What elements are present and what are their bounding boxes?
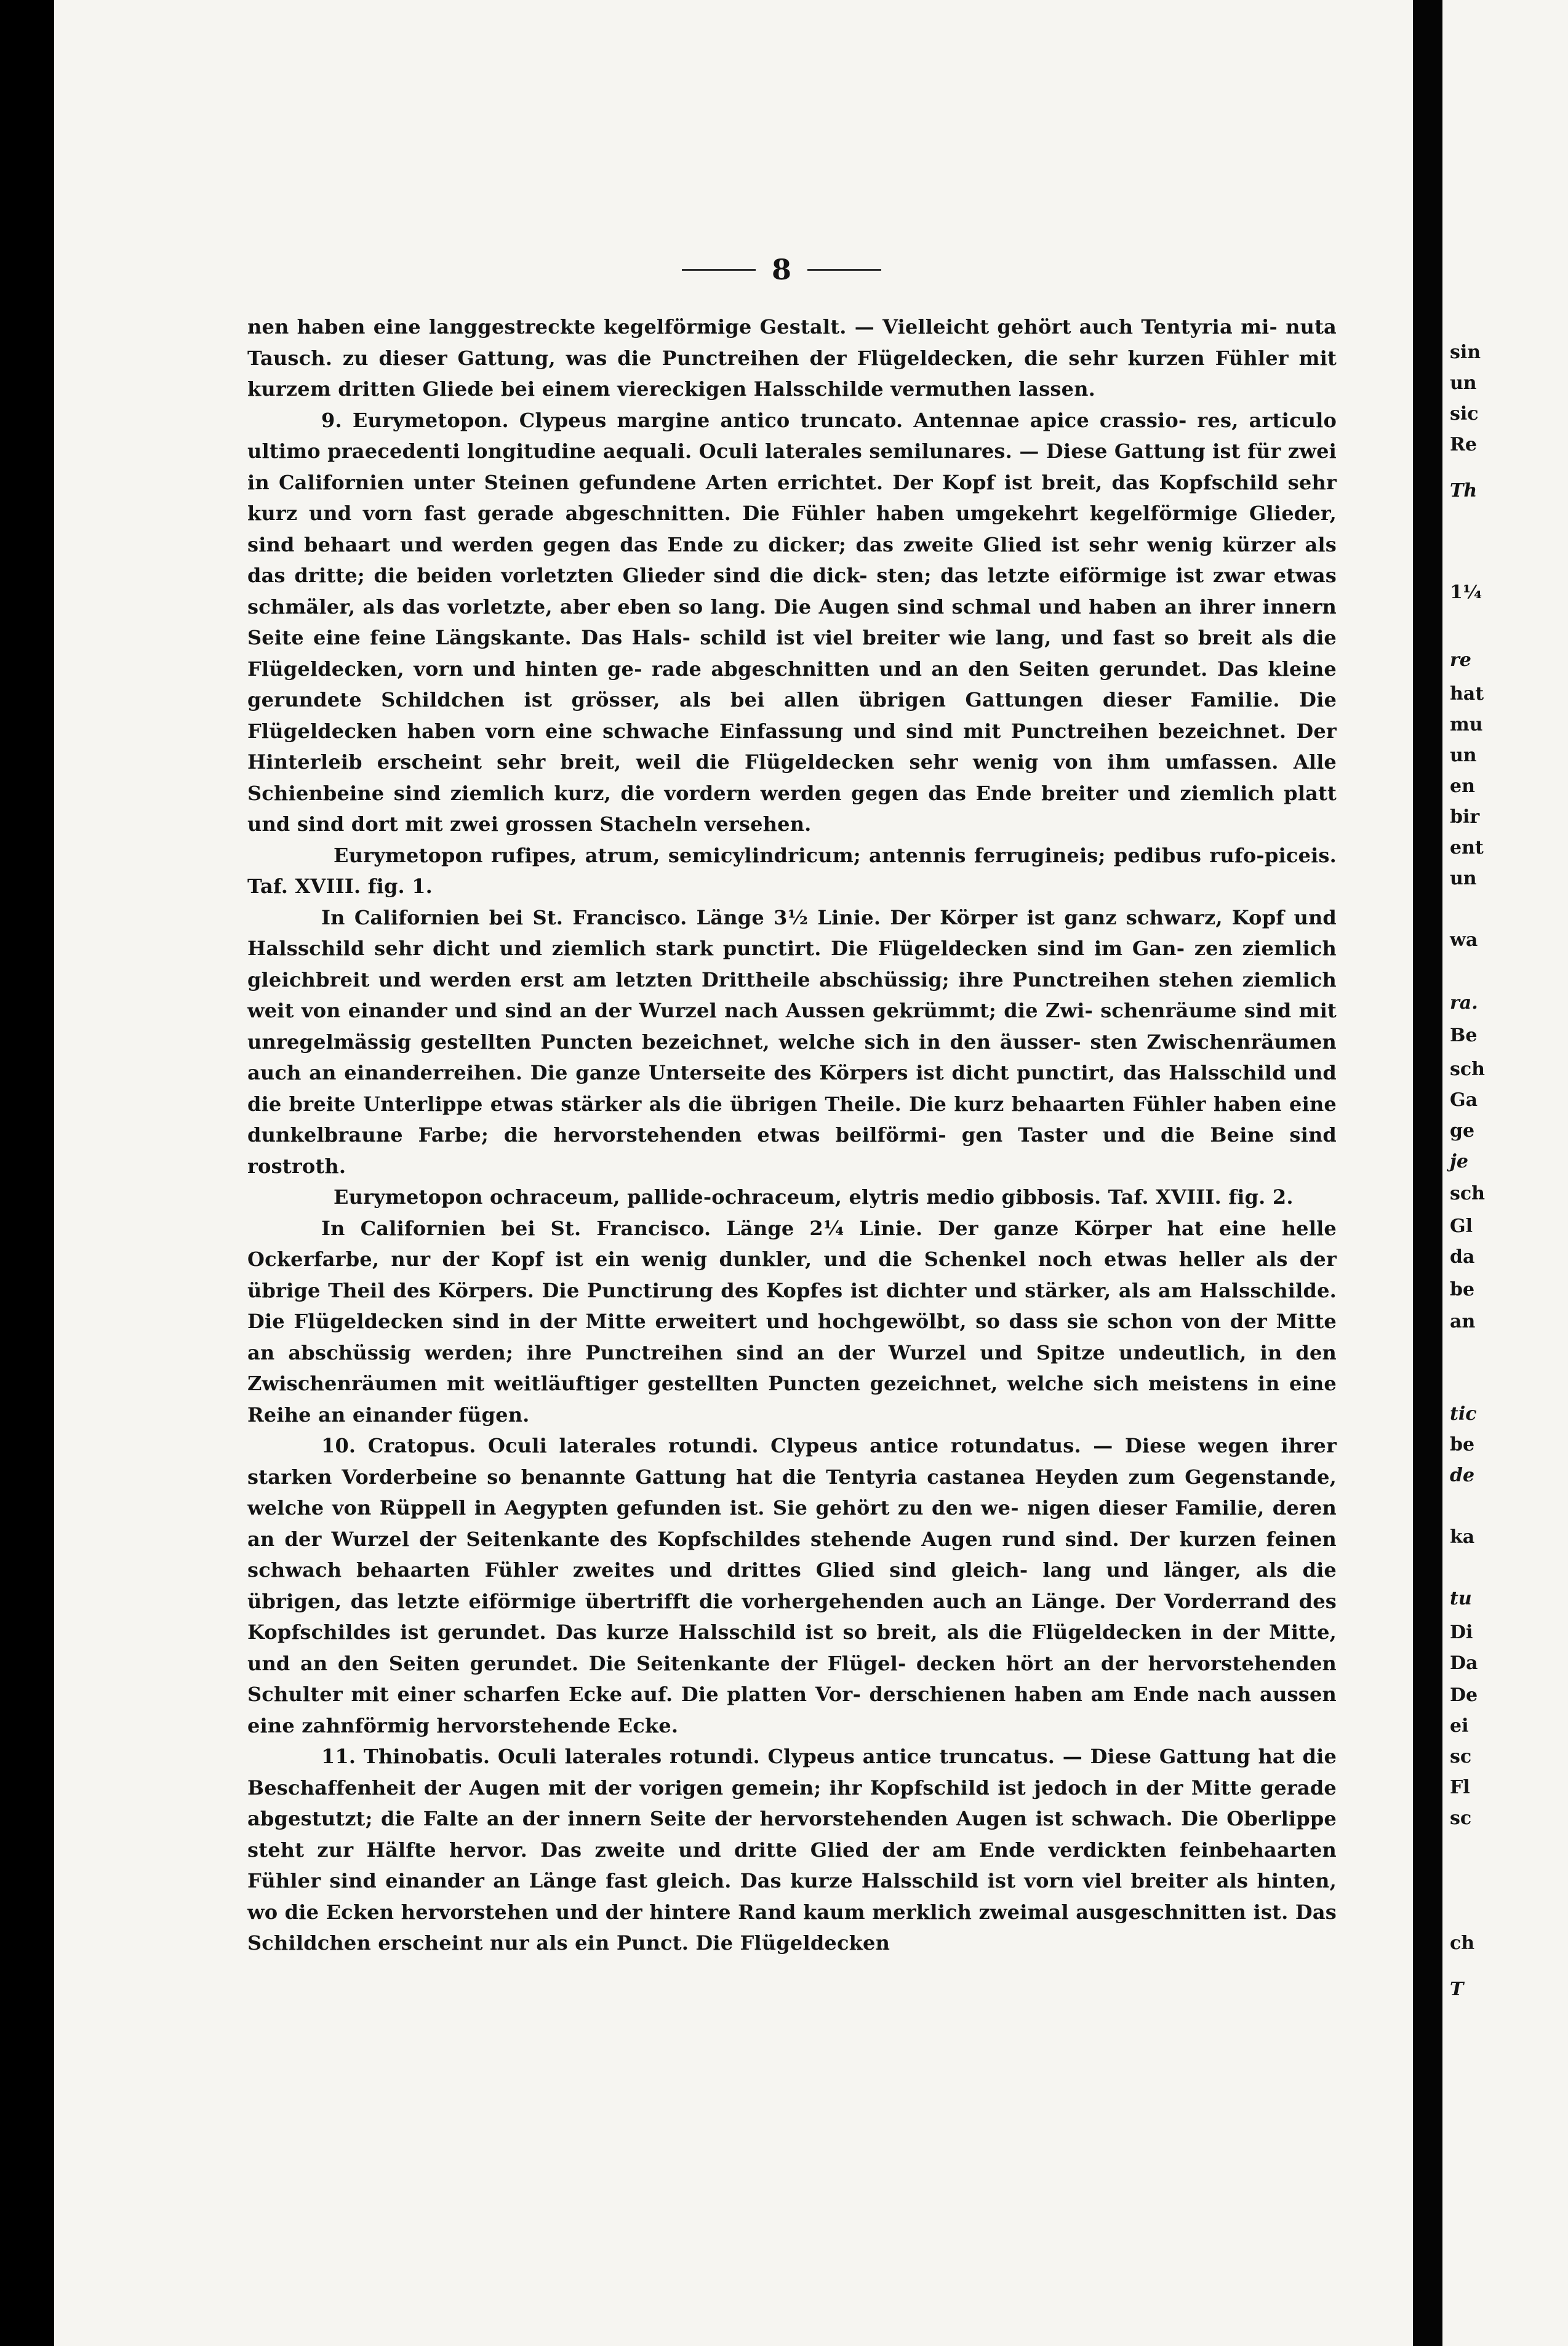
- page-body: [247, 311, 1337, 1959]
- adjacent-text-fragment: sc: [1450, 1808, 1472, 1829]
- adjacent-text-fragment: re: [1450, 649, 1471, 671]
- adjacent-text-fragment: ra.: [1450, 992, 1478, 1014]
- adjacent-text-fragment: bir: [1450, 806, 1480, 828]
- adjacent-text-fragment: da: [1450, 1246, 1475, 1268]
- page-number: 8: [771, 253, 791, 286]
- page-header: [652, 251, 911, 288]
- adjacent-text-fragment: wa: [1450, 929, 1478, 951]
- adjacent-text-fragment: ge: [1450, 1120, 1475, 1142]
- adjacent-text-fragment: Fl: [1450, 1777, 1470, 1798]
- adjacent-text-fragment: de: [1450, 1465, 1475, 1486]
- adjacent-text-fragment: an: [1450, 1311, 1476, 1332]
- paragraph-eurymetopon-rufipes-diagnosis: Eurymetopon rufipes, atrum, semicylindricum; antennis ferrugineis; pedibus rufo-piceis. Taf. XVIII. fig. 1.: [247, 843, 1337, 898]
- paragraph-continuation: nen haben eine langgestreckte kegelförmige Gestalt. — Vielleicht gehört auch Tentyria mi- nuta Tausch. zu dieser Gattung, was die Punctreihen der Flügeldecken, die sehr kurzen Fühler mit kurzem dritten Gliede bei einem viereckigen Halsschilde vermuthen lassen.: [247, 315, 1337, 401]
- adjacent-text-fragment: un: [1450, 868, 1477, 889]
- adjacent-text-fragment: un: [1450, 372, 1477, 394]
- adjacent-text-fragment: sin: [1450, 342, 1481, 363]
- adjacent-text-fragment: ch: [1450, 1932, 1475, 1954]
- paragraph-eurymetopon-genus: 9. Eurymetopon. Clypeus margine antico truncato. Antennae apice crassio- res, articulo ultimo praecedenti longitudine aequali. Oculi laterales semilunares. — Diese Gattung ist für zwei in Californien unter Steinen gefundene Arten errichtet. Der Kopf ist breit, das Kopfschild sehr kurz und vorn fast gerade abgeschnitten. Die Fühler haben umgekehrt kegelförmige Glieder, sind behaart und werden gegen das Ende zu dicker; das zweite Glied ist sehr wenig kürzer als das dritte; die beiden vorletzten Glieder sind die dick- sten; das letzte eiförmige ist zwar etwas schmäler, als das vorletzte, aber eben so lang. Die Augen sind schmal und haben an ihrer innern Seite eine feine Längskante. Das Hals- schild ist viel breiter wie lang, und fast so breit als die Flügeldecken, vorn und hinten ge- rade abgeschnitten und an den Seiten gerundet. Das kleine gerundete Schildchen ist grösser, als bei allen übrigen Gattungen dieser Familie. Die Flügeldecken haben vorn eine schwache Einfassung und sind mit Punctreihen bezeichnet. Der Hinterleib erscheint sehr breit, weil die Flügeldecken sehr wenig von ihm umfassen. Alle Schienbeine sind ziemlich kurz, die vordern werden gegen das Ende breiter und ziemlich platt und sind dort mit zwei grossen Stacheln versehen.: [247, 408, 1337, 836]
- adjacent-text-fragment: ent: [1450, 837, 1484, 859]
- adjacent-text-fragment: Da: [1450, 1652, 1478, 1674]
- header-rule-left: [682, 269, 756, 271]
- adjacent-text-fragment: sch: [1450, 1059, 1485, 1080]
- paragraph-eurymetopon-ochraceum-description: In Californien bei St. Francisco. Länge 2¼ Linie. Der ganze Körper hat eine helle Ockerfarbe, nur der Kopf ist ein wenig dunkler, und die Schenkel noch etwas heller als der übrige Theil des Körpers. Die Punctirung des Kopfes ist dichter und stärker, als am Halsschilde. Die Flügeldecken sind in der Mitte erweitert und hochgewölbt, so dass sie schon von der Mitte an abschüssig werden; ihre Punctreihen sind an der Wurzel und Spitze undeutlich, in den Zwischenräumen mit weitläuftiger gestellten Puncten gezeichnet, welche sich meistens in eine Reihe an einander fügen.: [247, 1216, 1337, 1427]
- adjacent-text-fragment: ka: [1450, 1526, 1475, 1548]
- adjacent-text-fragment: sic: [1450, 403, 1479, 425]
- adjacent-text-fragment: Di: [1450, 1622, 1473, 1643]
- adjacent-text-fragment: sch: [1450, 1183, 1485, 1204]
- adjacent-text-fragment: mu: [1450, 714, 1483, 735]
- adjacent-text-fragment: Re: [1450, 434, 1478, 455]
- adjacent-text-fragment: un: [1450, 745, 1477, 766]
- adjacent-text-fragment: be: [1450, 1279, 1475, 1300]
- adjacent-text-fragment: Be: [1450, 1025, 1478, 1046]
- paragraph-cratopus-genus: 10. Cratopus. Oculi laterales rotundi. Clypeus antice rotundatus. — Diese wegen ihrer starken Vorderbeine so benannte Gattung hat die Tentyria castanea Heyden zum Gegenstande, welche von Rüppell in Aegypten gefunden ist. Sie gehört zu den we- nigen dieser Familie, deren an der Wurzel der Seitenkante des Kopfschildes stehende Augen rund sind. Der kurzen feinen schwach behaarten Fühler zweites und drittes Glied sind gleich- lang und länger, als die übrigen, das letzte eiförmige übertrifft die vorhergehenden auch an Länge. Der Vorderrand des Kopfschildes ist gerundet. Das kurze Halsschild ist so breit, als die Flügeldecken in der Mitte, und an den Seiten gerundet. Die Seitenkante der Flügel- decken hört an der hervorstehenden Schulter mit einer scharfen Ecke auf. Die platten Vor- derschienen haben am Ende nach aussen eine zahnförmig hervorstehende Ecke.: [247, 1434, 1337, 1737]
- adjacent-text-fragment: tu: [1450, 1588, 1472, 1609]
- paragraph-eurymetopon-ochraceum-diagnosis: Eurymetopon ochraceum, pallide-ochraceum, elytris medio gibbosis. Taf. XVIII. fig. 2.: [334, 1185, 1294, 1209]
- adjacent-text-fragment: be: [1450, 1434, 1475, 1455]
- adjacent-text-fragment: De: [1450, 1684, 1478, 1706]
- adjacent-text-fragment: en: [1450, 775, 1475, 797]
- adjacent-text-fragment: T: [1450, 1979, 1464, 2000]
- adjacent-page-edge: [1442, 0, 1568, 2346]
- adjacent-text-fragment: 1¼: [1450, 582, 1482, 603]
- adjacent-text-fragment: sc: [1450, 1746, 1472, 1768]
- adjacent-text-fragment: tic: [1450, 1403, 1477, 1425]
- adjacent-text-fragment: Th: [1450, 480, 1478, 502]
- adjacent-text-fragment: Ga: [1450, 1089, 1478, 1111]
- paragraph-eurymetopon-rufipes-description: In Californien bei St. Francisco. Länge 3½ Linie. Der Körper ist ganz schwarz, Kopf und Halsschild sehr dicht und ziemlich stark punctirt. Die Flügeldecken sind im Gan- zen ziemlich gleichbreit und werden erst am letzten Drittheile abschüssig; ihre Punctreihen stehen ziemlich weit von einander und sind an der Wurzel nach Aussen gekrümmt; die Zwi- schenräume sind mit unregelmässig gestellten Puncten bezeichnet, welche sich in den äusser- sten Zwischenräumen auch an einanderreihen. Die ganze Unterseite des Körpers ist dicht punctirt, das Halsschild und die breite Unterlippe etwas stärker als die übrigen Theile. Die kurz behaarten Fühler haben eine dunkelbraune Farbe; die hervorstehenden etwas beilförmi- gen Taster und die Beine sind rostroth.: [247, 905, 1337, 1178]
- book-gutter: [1413, 0, 1442, 2346]
- adjacent-text-fragment: je: [1450, 1151, 1468, 1172]
- header-rule-right: [807, 269, 881, 271]
- paragraph-thinobatis-genus: 11. Thinobatis. Oculi laterales rotundi. Clypeus antice truncatus. — Diese Gattung hat die Beschaffenheit der Augen mit der vorigen gemein; ihr Kopfschild ist jedoch in der Mitte gerade abgestutzt; die Falte an der innern Seite der hervorstehenden Augen ist schwach. Die Oberlippe steht zur Hälfte hervor. Das zweite und dritte Glied der am Ende verdickten feinbehaarten Fühler sind einander an Länge fast gleich. Das kurze Halsschild ist vorn viel breiter als hinten, wo die Ecken hervorstehen und der hintere Rand kaum merklich zweimal ausgeschnitten ist. Das Schildchen erscheint nur als ein Punct. Die Flügeldecken: [247, 1745, 1337, 1955]
- adjacent-text-fragment: ei: [1450, 1715, 1469, 1737]
- adjacent-text-fragment: hat: [1450, 683, 1484, 705]
- adjacent-text-fragment: Gl: [1450, 1215, 1473, 1237]
